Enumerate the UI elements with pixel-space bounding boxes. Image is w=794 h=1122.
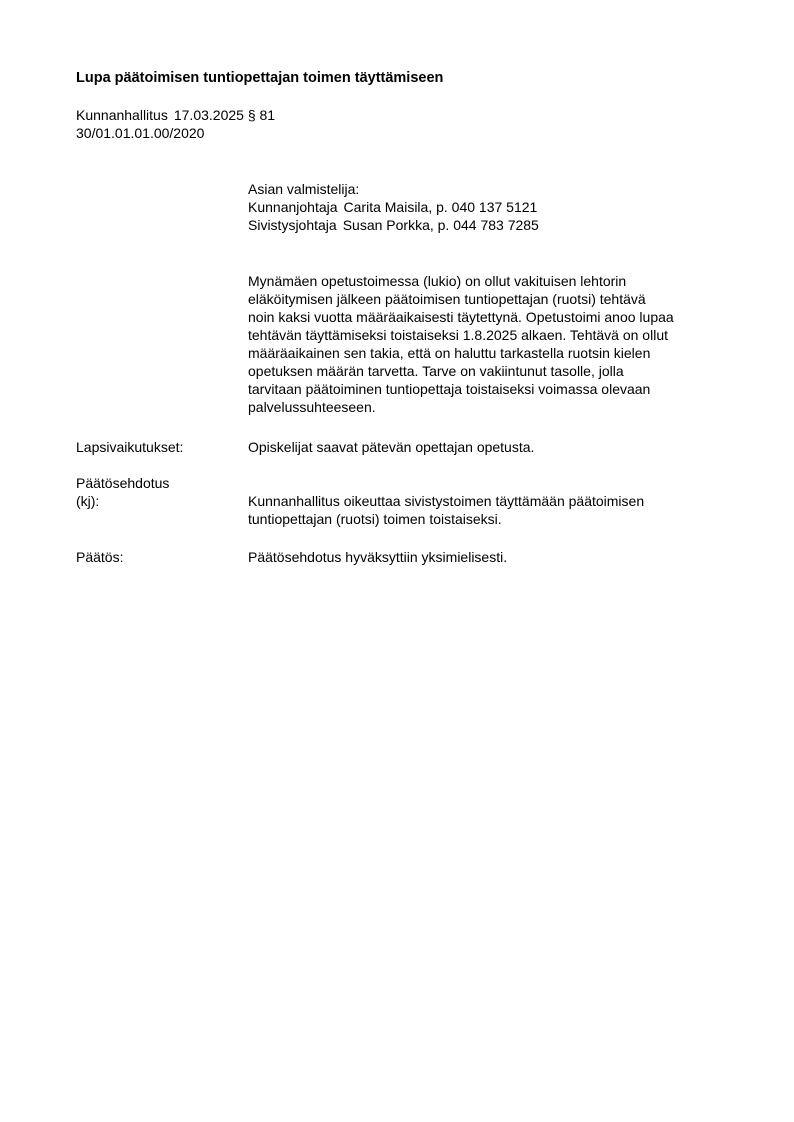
proposal-label xyxy=(76,474,246,510)
child-impact-label: Lapsivaikutukset: xyxy=(76,439,184,455)
child-impact-text: Opiskelijat saavat pätevän opettajan opetusta. xyxy=(248,439,535,455)
preparer-row xyxy=(248,216,748,234)
record-number: 30/01.01.01.00/2020 xyxy=(76,125,205,141)
decision-text: Päätösehdotus hyväksyttiin yksimielisesti. xyxy=(248,549,508,565)
proposal-label-line: Päätösehdotus xyxy=(76,475,170,491)
proposal-text xyxy=(248,492,748,528)
description-line: eläköitymisen jälkeen päätoimisen tuntiopettajan (ruotsi) tehtävä xyxy=(248,291,646,307)
preparer-details: Carita Maisila, p. 040 137 5121 xyxy=(343,199,538,215)
proposal-label-line: (kj): xyxy=(76,493,100,509)
preparer-role: Kunnanjohtaja xyxy=(248,199,338,215)
description-line: Mynämäen opetustoimessa (lukio) on ollut vakituisen lehtorin xyxy=(248,273,627,289)
description-line: tehtävän täyttämiseksi toistaiseksi 1.8.2025 alkaen. Tehtävä on ollut xyxy=(248,327,668,343)
preparer-row xyxy=(248,198,748,216)
description-paragraph xyxy=(248,272,748,416)
meeting-line xyxy=(76,106,275,124)
description-line: opetuksen määrän tarvetta. Tarve on vakiintunut tasolle, jolla xyxy=(248,363,624,379)
meeting-body: Kunnanhallitus xyxy=(76,107,168,123)
preparers-heading: Asian valmistelija: xyxy=(248,181,360,197)
preparer-role: Sivistysjohtaja xyxy=(248,217,337,233)
proposal-text-line: Kunnanhallitus oikeuttaa sivistystoimen täyttämään päätoimisen xyxy=(248,493,645,509)
description-line: palvelussuhteeseen. xyxy=(248,399,376,415)
description-line: noin kaksi vuotta määräaikaisesti täytettynä. Opetustoimi anoo lupaa xyxy=(248,309,674,325)
document-title: Lupa päätoimisen tuntiopettajan toimen täyttämiseen xyxy=(76,70,444,86)
preparer-details: Susan Porkka, p. 044 783 7285 xyxy=(342,217,539,233)
description-line: määräaikainen sen takia, että on haluttu tarkastella ruotsin kielen xyxy=(248,345,651,361)
meeting-date-section: 17.03.2025 § 81 xyxy=(173,107,276,123)
decision-label: Päätös: xyxy=(76,549,124,565)
meeting-meta xyxy=(76,106,275,142)
proposal-text-line: tuntiopettajan (ruotsi) toimen toistaiseksi. xyxy=(248,511,502,527)
description-line: tarvitaan päätoiminen tuntiopettaja toistaiseksi voimassa olevaan xyxy=(248,381,651,397)
preparers-block xyxy=(248,180,748,234)
